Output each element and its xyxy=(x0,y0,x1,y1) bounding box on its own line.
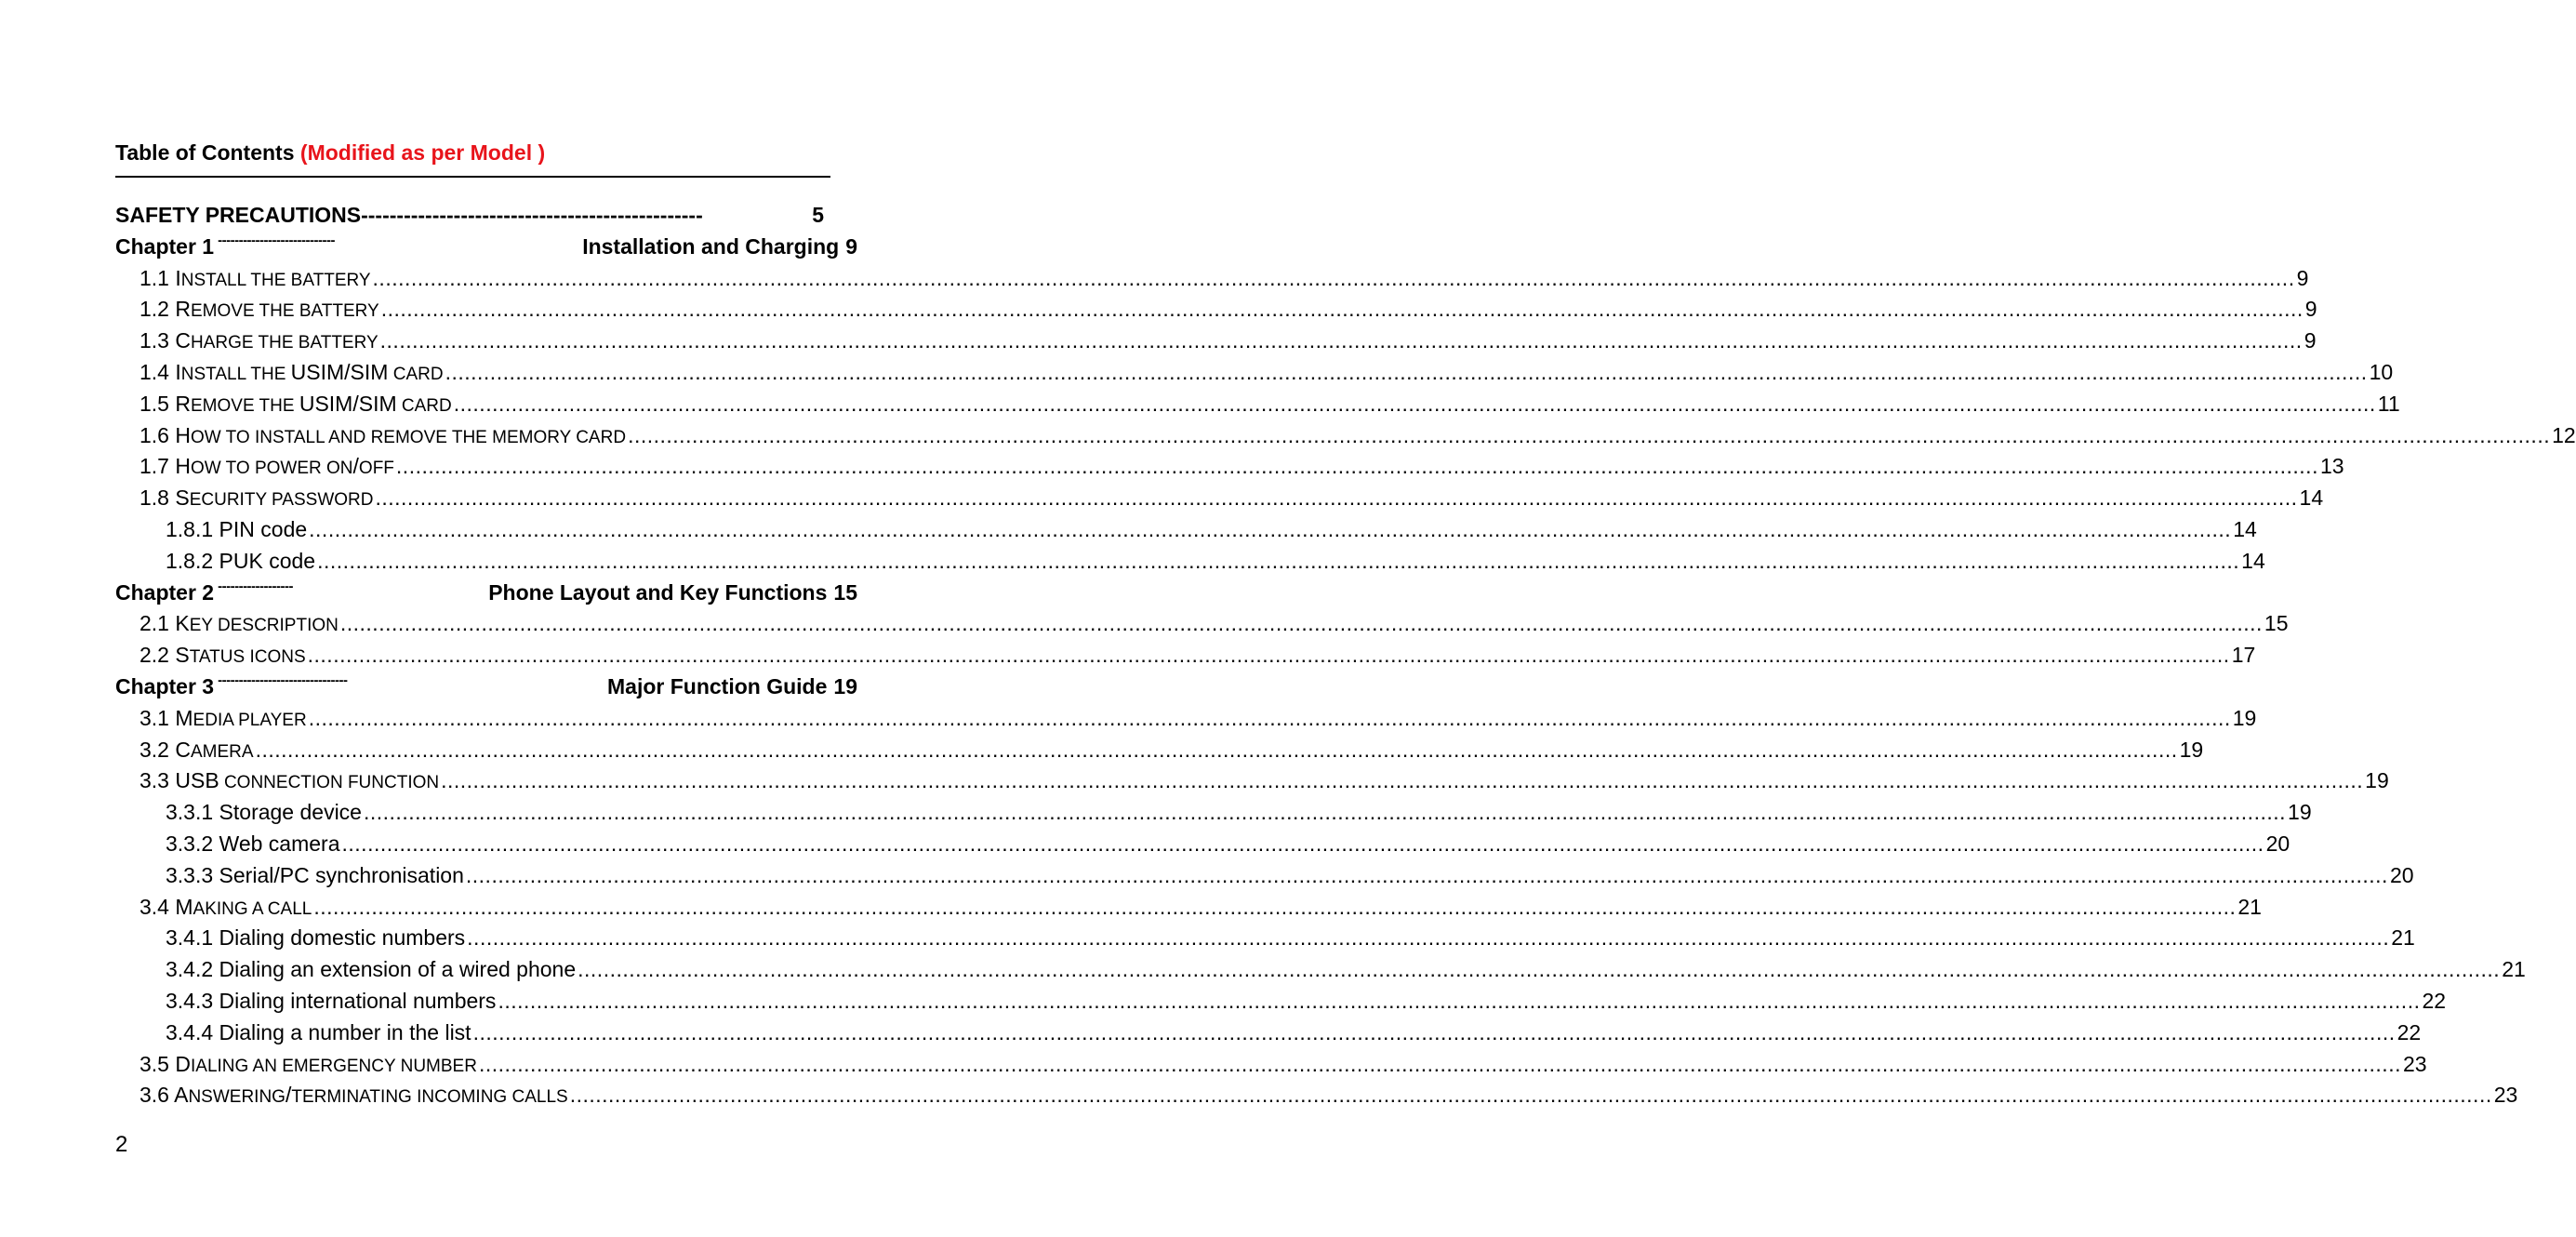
toc-entry-rest: EMOVE THE BATTERY xyxy=(191,301,379,322)
toc-entry xyxy=(115,234,857,259)
toc-entry-title: 3.4.3 Dialing international numbers xyxy=(166,989,497,1013)
toc-leader: ............................................................................................................................................................................................................................................................................................................ xyxy=(472,1019,2396,1044)
toc-entry-page: 21 xyxy=(2391,925,2415,951)
toc-leader: ............................................................................................................................................................................................................................................................................................................ xyxy=(363,800,2287,825)
toc-entry-title xyxy=(139,328,378,353)
toc-entry-page: 15 xyxy=(2264,611,2289,636)
toc-leader: ............................................................................................................................................................................................................................................................................................................ xyxy=(341,831,2264,856)
toc-entry-title xyxy=(139,392,452,417)
toc-entry-title xyxy=(139,454,394,479)
toc-entry xyxy=(139,1051,2427,1077)
toc-entry-page: 19 xyxy=(2288,800,2312,825)
toc-entry-page: 17 xyxy=(2231,643,2256,668)
toc-entry-page: 5 xyxy=(812,203,824,227)
toc-heading-title: Table of Contents xyxy=(115,140,295,165)
toc-entry-cap: H xyxy=(175,454,191,479)
toc-entry-rest: OW TO POWER ON xyxy=(191,459,353,479)
toc-entry-rest: IALING AN EMERGENCY NUMBER xyxy=(191,1056,477,1076)
toc-entry xyxy=(139,297,2317,322)
toc-leader: ............................................................................................................................................................................................................................................................................................................ xyxy=(317,548,2240,573)
toc-leader: ............................................................................................................................................................................................................................................................................................................ xyxy=(478,1051,2401,1076)
toc-entry xyxy=(115,203,824,228)
toc-entry-title xyxy=(139,1083,568,1108)
toc-chapter-dash: ------------------------------- xyxy=(218,672,348,688)
toc-entry-title xyxy=(139,1052,477,1077)
toc-entry xyxy=(139,265,2309,291)
toc-leader: ............................................................................................................................................................................................................................................................................................................ xyxy=(569,1083,2492,1108)
toc-entry-cap: I xyxy=(175,360,181,384)
toc-leader: ............................................................................................................................................................................................................................................................................................................ xyxy=(313,894,2237,919)
toc-entry xyxy=(139,422,2576,448)
toc-entry-num: 1.6 xyxy=(139,422,176,447)
toc-entry-big: / xyxy=(285,1083,292,1108)
toc-entry-rest: CONNECTION FUNCTION xyxy=(219,773,440,793)
toc-entry-cap: USB xyxy=(175,768,219,793)
toc-entry-page: 22 xyxy=(2422,989,2447,1013)
toc-entry xyxy=(166,831,2291,857)
toc-entry-num: 3.1 xyxy=(139,705,176,730)
toc-heading-note: (Modified as per Model ) xyxy=(299,140,546,165)
toc-entry-cap: R xyxy=(175,391,191,416)
toc-entry-page: 19 xyxy=(2179,737,2204,762)
toc-entry-rest: EMOVE THE xyxy=(191,395,299,416)
toc-entry-rest: OW TO INSTALL AND REMOVE THE MEMORY CARD xyxy=(191,427,627,447)
toc-entry-page: 12 xyxy=(2552,422,2576,447)
toc-entry-rest: AMERA xyxy=(191,741,254,762)
toc-entry-rest: NSTALL THE BATTERY xyxy=(180,270,371,290)
toc-leader: ............................................................................................................................................................................................................................................................................................................ xyxy=(255,737,2178,762)
toc-entry xyxy=(139,391,2400,417)
toc-entry xyxy=(115,674,857,699)
toc-entry-num: 3.6 xyxy=(139,1083,175,1108)
toc-entry-rest: AKING A CALL xyxy=(193,898,312,919)
toc-entry-title xyxy=(139,643,306,668)
toc-entry-cap: R xyxy=(175,297,191,322)
toc-leader: ............................................................................................................................................................................................................................................................................................................ xyxy=(628,422,2551,447)
toc-leader: ............................................................................................................................................................................................................................................................................................................ xyxy=(465,862,2388,887)
toc-entry-num: 1.4 xyxy=(139,360,176,384)
toc-entry-page: 20 xyxy=(2389,862,2414,887)
toc-entry-cap: D xyxy=(175,1051,191,1076)
toc-entry xyxy=(139,360,2394,385)
toc-entry-num: 1.1 xyxy=(139,265,176,290)
toc-entry-rest: TATUS ICONS xyxy=(189,647,306,668)
toc-entry-text: Phone Layout and Key Functions xyxy=(488,579,828,605)
toc-entry-title: 1.8.2 PUK code xyxy=(166,548,316,573)
toc-entry-rest2: OFF xyxy=(358,459,394,479)
toc-leader: ............................................................................................................................................................................................................................................................................................................ xyxy=(380,297,2304,322)
toc-entry-page: 13 xyxy=(2319,454,2344,479)
toc-entry xyxy=(139,768,2389,793)
toc-entry-num: 1.8 xyxy=(139,485,176,511)
toc-entry xyxy=(166,989,2447,1014)
toc-leader: ............................................................................................................................................................................................................................................................................................................ xyxy=(308,705,2231,730)
toc-entry-page: 15 xyxy=(833,579,857,605)
toc-entry-page: 9 xyxy=(845,233,857,259)
toc-entry xyxy=(139,894,2262,920)
toc-leader: ............................................................................................................................................................................................................................................................................................................ xyxy=(372,265,2295,290)
toc-entry-title xyxy=(139,611,339,636)
toc-entry xyxy=(166,862,2414,888)
toc-entry-num: 1.7 xyxy=(139,454,176,479)
toc-entry-title: Chapter 1 xyxy=(115,233,215,259)
toc-entry-rest: ECURITY PASSWORD xyxy=(189,490,374,511)
toc-entry-page: 19 xyxy=(2365,768,2389,793)
toc-entry-page: 23 xyxy=(2402,1051,2427,1076)
toc-entry-num: 2.1 xyxy=(139,611,176,636)
toc-entry-rest: NSTALL THE xyxy=(180,365,291,384)
toc-entry-rest: NSWERING xyxy=(188,1087,285,1108)
toc-chapter-dash: ---------------------------- xyxy=(218,232,335,248)
toc-entry xyxy=(139,328,2317,353)
toc-entry-num: 3.3 xyxy=(139,768,176,793)
toc-entry xyxy=(115,580,857,605)
toc-leader: ............................................................................................................................................................................................................................................................................................................ xyxy=(339,611,2263,636)
toc-leader: ............................................................................................................................................................................................................................................................................................................ xyxy=(445,360,2368,384)
toc-entry-page: 19 xyxy=(2232,705,2257,730)
toc-entry-page: 9 xyxy=(2296,265,2309,290)
toc-entry xyxy=(166,925,2415,951)
toc-entry-title xyxy=(139,360,444,385)
toc-entry-title: 3.4.2 Dialing an extension of a wired phone xyxy=(166,957,577,982)
toc-entry xyxy=(139,643,2256,668)
toc-leader: ............................................................................................................................................................................................................................................................................................................ xyxy=(307,643,2230,668)
toc-entry-num: 3.4 xyxy=(139,894,176,919)
toc-entry-rest: HARGE THE BATTERY xyxy=(191,333,378,353)
toc-entry xyxy=(166,517,2257,542)
toc-entry-title: 3.3.2 Web camera xyxy=(166,831,340,856)
toc-entry-title xyxy=(139,738,254,763)
toc-leader: ............................................................................................................................................................................................................................................................................................................ xyxy=(578,957,2501,982)
toc-entry-title xyxy=(139,706,307,731)
toc-entry-title: 3.4.1 Dialing domestic numbers xyxy=(166,925,466,951)
toc-entry-page: 9 xyxy=(2304,297,2317,322)
toc-entry-cap: S xyxy=(175,643,190,668)
toc-entry xyxy=(139,1083,2518,1108)
toc-entry-rest: EY DESCRIPTION xyxy=(189,616,339,636)
toc-entry-title: 3.3.1 Storage device xyxy=(166,800,362,825)
toc-leader: ............................................................................................................................................................................................................................................................................................................ xyxy=(498,989,2421,1013)
toc-entry xyxy=(139,485,2324,511)
toc-entry-title: Chapter 2 xyxy=(115,579,215,605)
toc-entry xyxy=(139,705,2257,731)
toc-entry-rest: EDIA PLAYER xyxy=(193,710,307,730)
toc-entry-title xyxy=(139,895,312,920)
toc-entry-text: Installation and Charging xyxy=(582,233,840,259)
toc-entry-num: 2.2 xyxy=(139,643,176,668)
toc-leader: ............................................................................................................................................................................................................................................................................................................ xyxy=(441,768,2364,793)
toc-entry xyxy=(166,957,2526,982)
toc-entry-num: 3.2 xyxy=(139,737,176,762)
toc-entry-title xyxy=(139,297,379,322)
toc-entry-big: USIM/SIM xyxy=(290,360,389,384)
toc-entry-page: 21 xyxy=(2237,894,2262,919)
toc-entry-cap: M xyxy=(175,705,193,730)
toc-entry xyxy=(139,737,2204,763)
toc-entry-text: Major Function Guide xyxy=(607,674,828,698)
toc-entry-page: 19 xyxy=(833,674,857,698)
toc-entry-page: 22 xyxy=(2397,1019,2422,1044)
toc-heading xyxy=(115,140,545,166)
toc-entry-cap: K xyxy=(175,611,190,636)
toc-entry-num: 1.5 xyxy=(139,391,176,416)
toc-entry-cap: C xyxy=(175,737,191,762)
toc-entry-title: SAFETY PRECAUTIONS xyxy=(115,203,362,227)
toc-entry-title xyxy=(139,768,439,793)
toc-entry-cap: A xyxy=(174,1083,189,1108)
toc-entry-big: / xyxy=(352,454,359,479)
toc-entry xyxy=(139,454,2344,479)
toc-entry-big: USIM/SIM xyxy=(299,391,397,416)
toc-entry-num: 1.3 xyxy=(139,328,176,353)
toc-entry-page: 14 xyxy=(2241,548,2265,573)
toc-entry-page: 23 xyxy=(2493,1083,2518,1108)
toc-entry-page: 11 xyxy=(2377,391,2400,416)
toc-entry-num: 3.5 xyxy=(139,1051,176,1076)
toc-entry-cap: M xyxy=(175,894,193,919)
toc-entry-page: 9 xyxy=(2304,328,2317,353)
toc-entry-title xyxy=(139,266,371,291)
toc-entry-title: 1.8.1 PIN code xyxy=(166,517,308,541)
toc-entry-page: 14 xyxy=(2233,517,2257,541)
toc-leader: ............................................................................................................................................................................................................................................................................................................ xyxy=(395,454,2318,479)
toc-entry-title: Chapter 3 xyxy=(115,674,215,698)
toc-entry-title xyxy=(139,423,626,448)
toc-entry-rest2: CARD xyxy=(388,365,444,384)
toc-leader: ............................................................................................................................................................................................................................................................................................................ xyxy=(309,517,2232,541)
toc-leader: ............................................................................................................................................................................................................................................................................................................ xyxy=(375,485,2298,511)
toc-entry-rest2: CARD xyxy=(396,395,452,416)
page-number: 2 xyxy=(115,1132,128,1157)
toc-leader: ------------------------------------------------ xyxy=(361,203,703,227)
toc-entry-cap: S xyxy=(175,485,190,511)
toc-entry-title: 3.3.3 Serial/PC synchronisation xyxy=(166,862,464,887)
toc-entry-page: 20 xyxy=(2265,831,2291,856)
toc-entry-page: 21 xyxy=(2502,957,2526,982)
toc-entry-num: 1.2 xyxy=(139,297,176,322)
heading-rule xyxy=(115,176,830,178)
toc-entry-page: 10 xyxy=(2369,360,2394,384)
toc-entry-cap: C xyxy=(175,328,191,353)
toc-entry-title xyxy=(139,485,373,511)
toc-leader: ............................................................................................................................................................................................................................................................................................................ xyxy=(453,391,2376,416)
toc-entry-cap: H xyxy=(175,422,191,447)
toc-entry-cap: I xyxy=(175,265,181,290)
toc-entry-rest2: TERMINATING INCOMING CALLS xyxy=(291,1087,568,1108)
toc-entry-title: 3.4.4 Dialing a number in the list xyxy=(166,1019,471,1044)
toc-leader: ............................................................................................................................................................................................................................................................................................................ xyxy=(467,925,2390,951)
toc-chapter-dash: ------------------ xyxy=(218,578,294,594)
toc-entry-page: 14 xyxy=(2299,485,2324,511)
toc-entry xyxy=(166,800,2312,825)
toc-entry xyxy=(166,548,2265,574)
toc-entry xyxy=(166,1019,2422,1045)
toc-leader: ............................................................................................................................................................................................................................................................................................................ xyxy=(379,328,2303,353)
toc-entry xyxy=(139,611,2289,636)
